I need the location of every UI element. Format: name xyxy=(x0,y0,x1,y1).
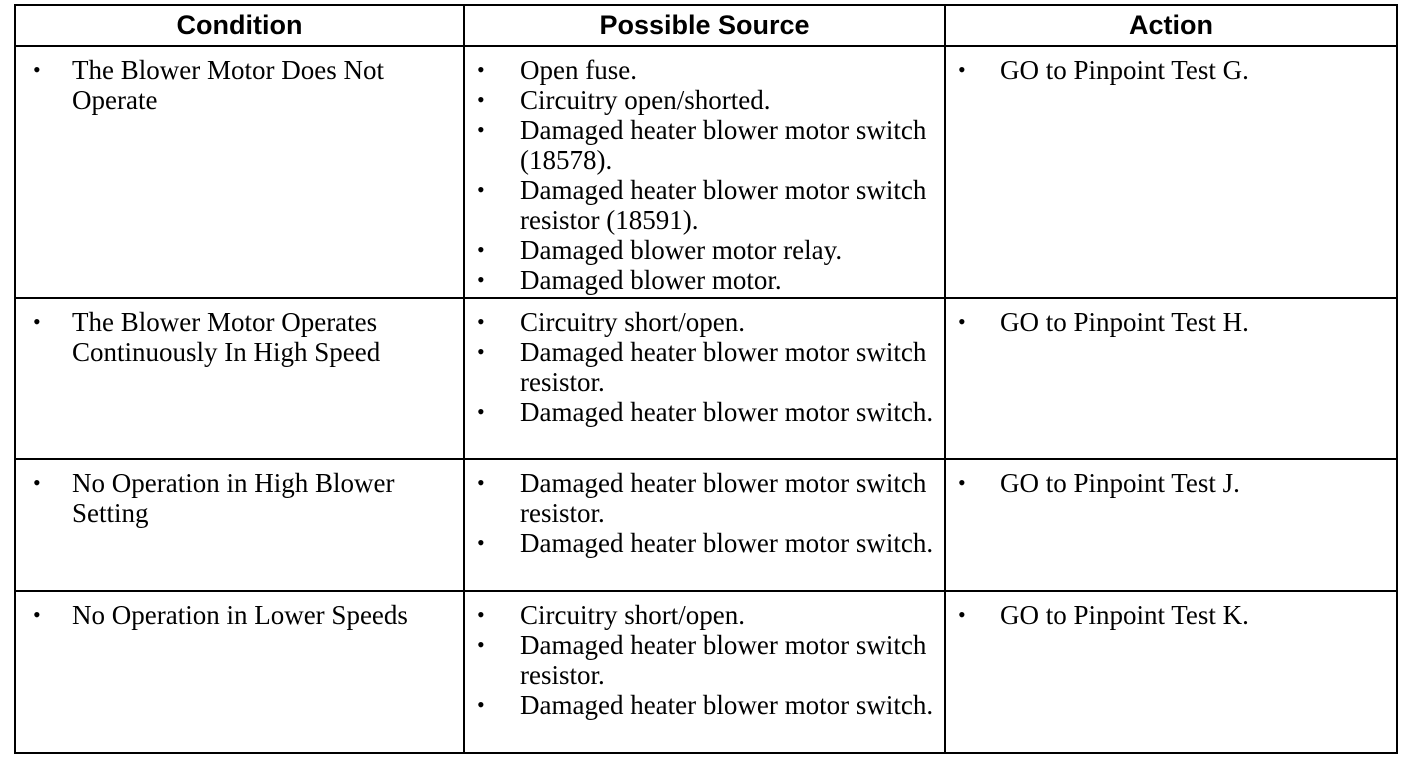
source-item xyxy=(465,55,944,85)
bullet-icon: • xyxy=(477,177,485,202)
action-item xyxy=(946,468,1396,498)
header-possible-source: Possible Source xyxy=(464,5,945,46)
action-text: GO to Pinpoint Test H. xyxy=(1000,307,1249,337)
condition-cell xyxy=(15,591,464,753)
source-item xyxy=(465,265,944,295)
condition-text: The Blower Motor Does Not Operate xyxy=(72,55,384,115)
bullet-icon: • xyxy=(477,267,485,292)
action-text: GO to Pinpoint Test G. xyxy=(1000,55,1249,85)
condition-cell xyxy=(15,459,464,591)
source-item xyxy=(465,85,944,115)
source-text: Damaged heater blower motor switch. xyxy=(520,690,934,720)
source-text: Damaged heater blower motor switch. xyxy=(520,397,934,427)
bullet-icon: • xyxy=(477,309,485,334)
action-text: GO to Pinpoint Test J. xyxy=(1000,468,1240,498)
bullet-icon: • xyxy=(958,470,966,495)
possible-source-cell xyxy=(464,298,945,459)
source-text: Damaged heater blower motor switch resistor. xyxy=(520,468,927,528)
bullet-icon: • xyxy=(477,632,485,657)
bullet-icon: • xyxy=(958,309,966,334)
source-text: Circuitry short/open. xyxy=(520,307,745,337)
action-item xyxy=(946,307,1396,337)
header-action: Action xyxy=(945,5,1397,46)
action-item xyxy=(946,600,1396,630)
bullet-icon: • xyxy=(958,602,966,627)
bullet-icon: • xyxy=(477,399,485,424)
table-header-row xyxy=(15,5,1397,46)
source-text: Damaged blower motor. xyxy=(520,265,782,295)
source-item xyxy=(465,115,944,175)
source-text: Damaged heater blower motor switch resistor. xyxy=(520,630,927,690)
bullet-icon: • xyxy=(33,602,41,627)
condition-text: No Operation in Lower Speeds xyxy=(72,600,408,630)
bullet-icon: • xyxy=(477,470,485,495)
table-row xyxy=(15,591,1397,753)
symptom-chart-table xyxy=(14,4,1398,754)
source-text: Damaged heater blower motor switch. xyxy=(520,528,934,558)
condition-item xyxy=(16,468,463,528)
source-item xyxy=(465,175,944,235)
condition-item xyxy=(16,55,463,115)
action-cell xyxy=(945,46,1397,298)
source-text: Damaged heater blower motor switch (18578). xyxy=(520,115,927,175)
table-row xyxy=(15,459,1397,591)
source-item xyxy=(465,307,944,337)
source-text: Circuitry open/shorted. xyxy=(520,85,771,115)
source-text: Circuitry short/open. xyxy=(520,600,745,630)
bullet-icon: • xyxy=(477,339,485,364)
table-row xyxy=(15,46,1397,298)
condition-cell xyxy=(15,46,464,298)
source-item xyxy=(465,397,944,427)
condition-text: The Blower Motor Operates Continuously In High Speed xyxy=(72,307,381,367)
bullet-icon: • xyxy=(477,87,485,112)
source-text: Open fuse. xyxy=(520,55,637,85)
bullet-icon: • xyxy=(477,57,485,82)
bullet-icon: • xyxy=(477,237,485,262)
source-item xyxy=(465,600,944,630)
source-item xyxy=(465,235,944,265)
bullet-icon: • xyxy=(477,602,485,627)
possible-source-cell xyxy=(464,591,945,753)
condition-item xyxy=(16,307,463,367)
bullet-icon: • xyxy=(33,57,41,82)
bullet-icon: • xyxy=(477,692,485,717)
source-item xyxy=(465,337,944,397)
condition-cell xyxy=(15,298,464,459)
source-item xyxy=(465,468,944,528)
source-text: Damaged blower motor relay. xyxy=(520,235,843,265)
condition-text: No Operation in High Blower Setting xyxy=(72,468,395,528)
source-item xyxy=(465,690,944,720)
possible-source-cell xyxy=(464,46,945,298)
action-text: GO to Pinpoint Test K. xyxy=(1000,600,1249,630)
action-item xyxy=(946,55,1396,85)
diagnosis-table-container xyxy=(14,4,1396,754)
action-cell xyxy=(945,591,1397,753)
source-text: Damaged heater blower motor switch resistor. xyxy=(520,337,927,397)
source-item xyxy=(465,630,944,690)
action-cell xyxy=(945,459,1397,591)
source-item xyxy=(465,528,944,558)
bullet-icon: • xyxy=(477,117,485,142)
bullet-icon: • xyxy=(33,309,41,334)
action-cell xyxy=(945,298,1397,459)
bullet-icon: • xyxy=(958,57,966,82)
possible-source-cell xyxy=(464,459,945,591)
bullet-icon: • xyxy=(33,470,41,495)
condition-item xyxy=(16,600,463,630)
table-row xyxy=(15,298,1397,459)
header-condition: Condition xyxy=(15,5,464,46)
bullet-icon: • xyxy=(477,530,485,555)
source-text: Damaged heater blower motor switch resistor (18591). xyxy=(520,175,927,235)
